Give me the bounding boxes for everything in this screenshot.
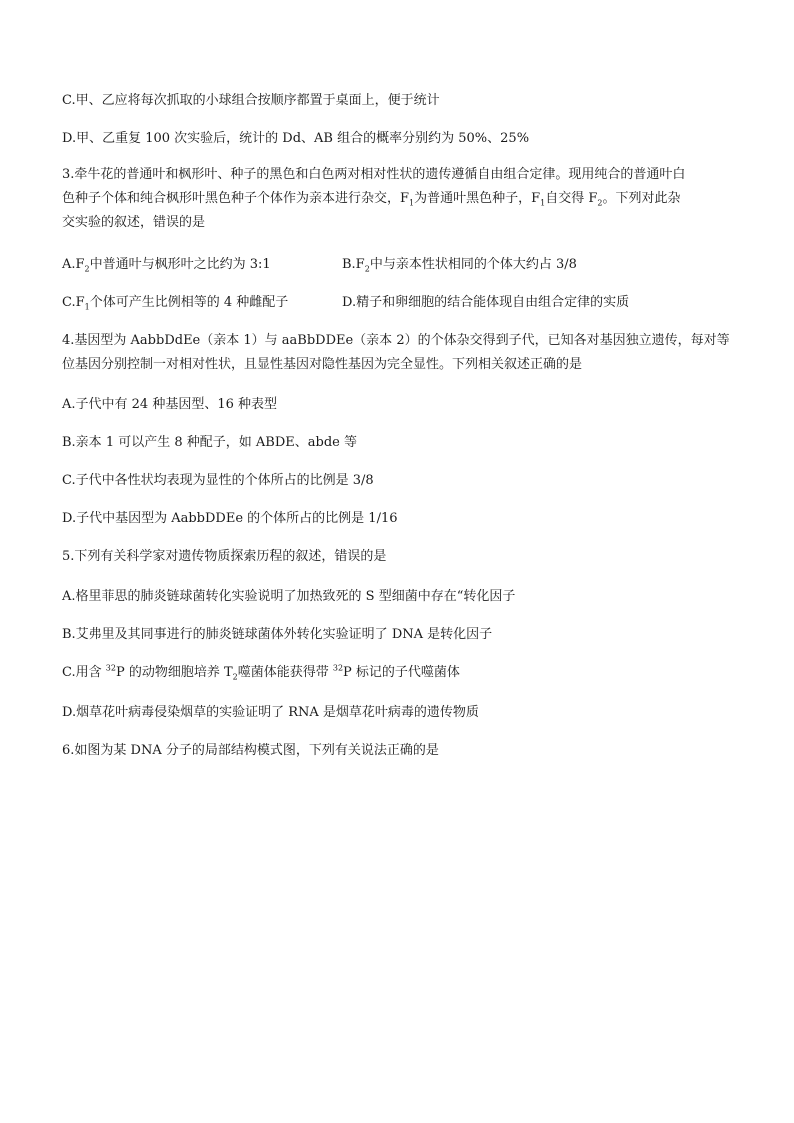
q3-option-a xyxy=(62,256,271,274)
q5-option-a: A.格里菲思的肺炎链球菌转化实验说明了加热致死的 S 型细菌中存在“转化因子 xyxy=(62,589,516,604)
q5-option-d: D.烟草花叶病毒侵染烟草的实验证明了 RNA 是烟草花叶病毒的遗传物质 xyxy=(62,705,479,720)
q4-option-b: B.亲本 1 可以产生 8 种配子，如 ABDE、abde 等 xyxy=(62,435,357,450)
text: C.F xyxy=(62,295,85,310)
text: 中与亲本性状相同的个体大约占 3/8 xyxy=(369,257,577,272)
text: 色种子个体和纯合枫形叶黑色种子个体作为亲本进行杂交，F xyxy=(62,191,410,206)
subscript: 2 xyxy=(232,672,238,682)
subscript: 2 xyxy=(597,198,603,208)
subscript: 2 xyxy=(364,264,370,274)
subscript: 2 xyxy=(84,264,90,274)
q4-option-c: C.子代中各性状均表现为显性的个体所占的比例是 3/8 xyxy=(62,473,374,488)
q6-stem: 6.如图为某 DNA 分子的局部结构模式图，下列有关说法正确的是 xyxy=(62,743,439,758)
q4-stem-line1: 4.基因型为 AabbDdEe（亲本 1）与 aaBbDDEe（亲本 2）的个体杂交得到子代，已知各对基因独立遗传，每对等 xyxy=(62,333,730,348)
q3-option-d: D.精子和卵细胞的结合能体现自由组合定律的实质 xyxy=(342,295,630,310)
superscript: 32 xyxy=(332,663,344,673)
text: 噬菌体能获得带 xyxy=(237,665,333,680)
subscript: 1 xyxy=(84,302,90,312)
text: 个体可产生比例相等的 4 种雌配子 xyxy=(89,295,289,310)
text: 为普通叶黑色种子，F xyxy=(414,191,541,206)
text: 中普通叶与枫形叶之比约为 3:1 xyxy=(89,257,271,272)
q4-option-d: D.子代中基因型为 AabbDDEe 的个体所占的比例是 1/16 xyxy=(62,511,398,526)
text: 。下列对此杂 xyxy=(602,191,681,206)
text: 自交得 F xyxy=(545,191,598,206)
text: P 标记的子代噬菌体 xyxy=(343,665,460,680)
q3-stem-line3: 交实验的叙述，错误的是 xyxy=(62,215,206,230)
text: C.用含 xyxy=(62,665,106,680)
q4-stem-line2: 位基因分别控制一对相对性状，且显性基因对隐性基因为完全显性。下列相关叙述正确的是 xyxy=(62,357,583,372)
subscript: 1 xyxy=(540,198,546,208)
text: A.F xyxy=(62,257,85,272)
q3-option-c xyxy=(62,294,288,312)
q5-option-c xyxy=(62,664,460,682)
q2-option-c: C.甲、乙应将每次抓取的小球组合按顺序都置于桌面上，便于统计 xyxy=(62,93,440,108)
q3-option-b xyxy=(342,256,577,274)
q2-option-d: D.甲、乙重复 100 次实验后，统计的 Dd、AB 组合的概率分别约为 50%、25% xyxy=(62,131,530,146)
q5-option-b: B.艾弗里及其同事进行的肺炎链球菌体外转化实验证明了 DNA 是转化因子 xyxy=(62,627,493,642)
text: P 的动物细胞培养 T xyxy=(115,665,233,680)
q4-option-a: A.子代中有 24 种基因型、16 种表型 xyxy=(62,397,278,412)
q3-stem-line2 xyxy=(62,190,681,208)
q5-stem: 5.下列有关科学家对遗传物质探索历程的叙述，错误的是 xyxy=(62,549,387,564)
text: B.F xyxy=(342,257,365,272)
q3-stem-line1: 3.牵牛花的普通叶和枫形叶、种子的黑色和白色两对相对性状的遗传遵循自由组合定律。现用纯合的普通叶白 xyxy=(62,167,686,182)
subscript: 1 xyxy=(409,198,415,208)
superscript: 32 xyxy=(105,663,116,673)
